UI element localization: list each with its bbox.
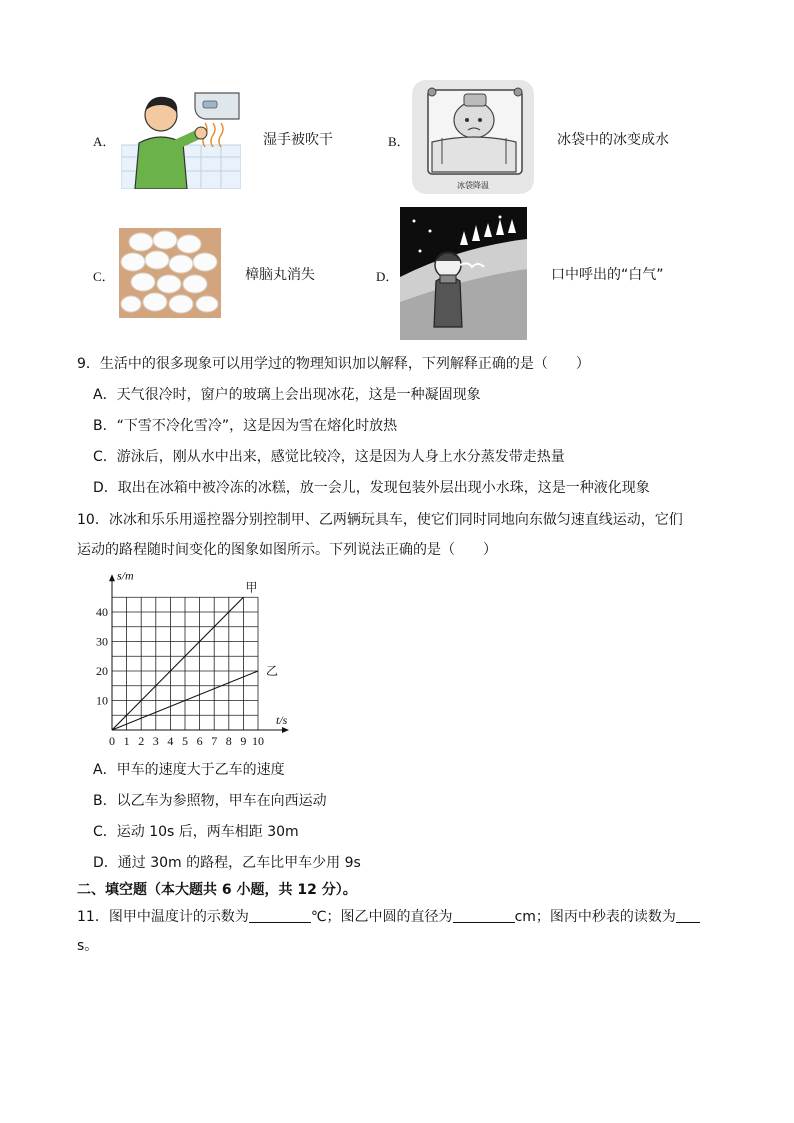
x-tick-label: 4 xyxy=(167,734,174,748)
question-10-stem-line1: 10．冰冰和乐乐用遥控器分别控制甲、乙两辆玩具车，使它们同时同地向东做匀速直线运动，它们 xyxy=(77,512,683,528)
distance-time-graph xyxy=(90,563,310,753)
question-11-line2: s。 xyxy=(77,938,99,954)
question-10-option-b: B．以乙车为参照物，甲车在向西运动 xyxy=(93,793,327,809)
question-11-line1 xyxy=(77,906,700,926)
x-tick-label: 2 xyxy=(138,734,145,748)
y-tick-label: 40 xyxy=(96,605,108,619)
question-9-option-d: D．取出在冰箱中被冷冻的冰糕，放一会儿，发现包装外层出现小水珠，这是一种液化现象 xyxy=(93,480,650,496)
x-tick-label: 7 xyxy=(211,734,218,748)
series-label-2: 乙 xyxy=(266,664,279,678)
x-tick-label: 9 xyxy=(240,734,247,748)
y-tick-label: 10 xyxy=(96,693,108,708)
y-tick-label: 20 xyxy=(96,664,108,678)
question-11-part-3: cm；图丙中秒表的读数为 xyxy=(514,909,676,925)
question-11-part-2: ℃；图乙中圆的直径为 xyxy=(310,909,453,925)
question-10-option-a: A．甲车的速度大于乙车的速度 xyxy=(93,762,285,778)
question-9-option-b: B．“下雪不冷化雪冷”，这是因为雪在熔化时放热 xyxy=(93,418,398,434)
option-a-letter: A． xyxy=(93,134,116,149)
option-d-letter: D． xyxy=(376,269,399,284)
option-c-letter: C． xyxy=(93,269,115,284)
question-11-part-1: 11．图甲中温度计的示数为 xyxy=(77,909,249,925)
answer-blank-2[interactable] xyxy=(453,908,515,923)
ice-bag-caption: 冰袋降温 xyxy=(457,181,489,190)
answer-blank-3[interactable] xyxy=(676,908,700,923)
option-b-text: 冰袋中的冰变成水 xyxy=(557,132,669,148)
ice-bag-illustration xyxy=(412,80,534,194)
question-10-option-c: C．运动 10s 后，两车相距 30m xyxy=(93,824,299,840)
question-9-stem: 9．生活中的很多现象可以用学过的物理知识加以解释，下列解释正确的是（ ） xyxy=(77,356,590,372)
x-tick-label: 8 xyxy=(225,734,232,748)
question-9-option-c: C．游泳后，刚从水中出来，感觉比较冷，这是因为人身上水分蒸发带走热量 xyxy=(93,449,565,465)
option-a-text: 湿手被吹干 xyxy=(263,132,333,148)
x-tick-label: 10 xyxy=(252,734,264,748)
option-d-text: 口中呼出的“白气” xyxy=(551,267,664,283)
series-label-1: 甲 xyxy=(245,580,258,595)
x-tick-label: 5 xyxy=(182,734,188,748)
series-line-1 xyxy=(112,597,243,730)
mothballs-photo xyxy=(119,228,221,318)
x-axis-label: t/s xyxy=(276,713,288,727)
question-9-option-a: A．天气很冷时，窗户的玻璃上会出现冰花，这是一种凝固现象 xyxy=(93,387,481,403)
option-c-text: 樟脑丸消失 xyxy=(245,267,315,283)
x-tick-label: 1 xyxy=(123,734,130,748)
option-b-letter: B． xyxy=(388,134,410,149)
y-axis-label: s/m xyxy=(117,568,134,583)
x-tick-label: 6 xyxy=(196,734,203,748)
y-tick-label: 30 xyxy=(96,634,108,649)
cold-breath-illustration xyxy=(400,207,527,340)
question-10-option-d: D．通过 30m 的路程，乙车比甲车少用 9s xyxy=(93,855,361,871)
x-tick-label: 0 xyxy=(109,734,115,748)
x-tick-label: 3 xyxy=(152,734,159,748)
section-2-heading: 二、填空题（本大题共 6 小题，共 12 分）。 xyxy=(77,882,357,898)
question-10-stem-line2: 运动的路程随时间变化的图象如图所示。下列说法正确的是（ ） xyxy=(77,542,497,558)
answer-blank-1[interactable] xyxy=(249,908,311,923)
hand-dryer-illustration xyxy=(121,87,241,189)
